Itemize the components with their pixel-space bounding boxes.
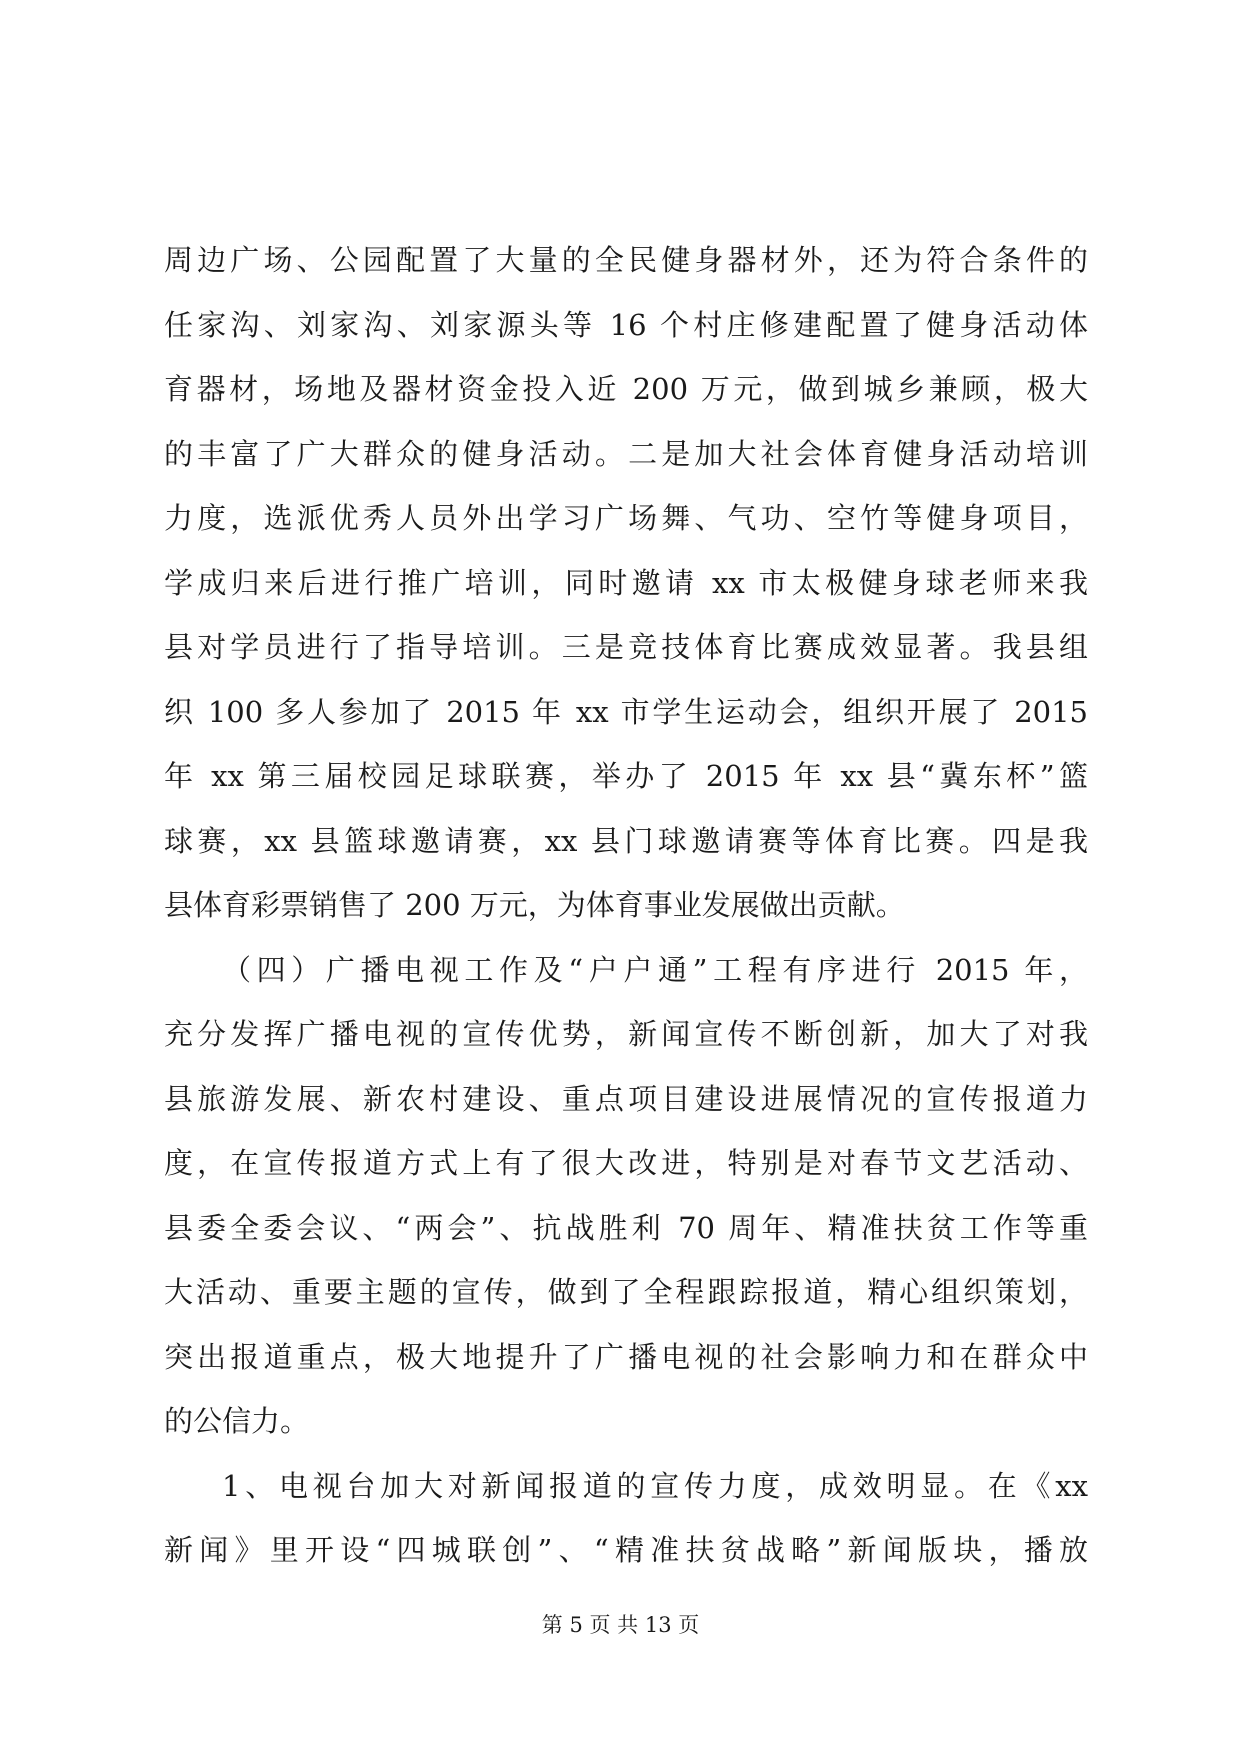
paragraph-line: 县对学员进行了指导培训。三是竞技体育比赛成效显著。我县组 bbox=[164, 630, 1088, 664]
paragraph-line: 度，在宣传报道方式上有了很大改进，特别是对春节文艺活动、 bbox=[164, 1146, 1088, 1180]
paragraph-line: 突出报道重点，极大地提升了广播电视的社会影响力和在群众中 bbox=[164, 1339, 1088, 1374]
body-text bbox=[164, 228, 1088, 1583]
paragraph-line: 新闻》里开设“四城联创”、“精准扶贫战略”新闻版块，播放 bbox=[164, 1533, 1088, 1567]
paragraph-line: 年 xx 第三届校园足球联赛，举办了 2015 年 xx 县“冀东杯”篮 bbox=[164, 759, 1088, 793]
paragraph-line: 育器材，场地及器材资金投入近 200 万元，做到城乡兼顾，极大 bbox=[164, 372, 1088, 406]
paragraph-line: 的公信力。 bbox=[164, 1404, 310, 1438]
paragraph-line: 的丰富了广大群众的健身活动。二是加大社会体育健身活动培训 bbox=[164, 436, 1088, 471]
paragraph-line: 县旅游发展、新农村建设、重点项目建设进展情况的宣传报道力 bbox=[164, 1081, 1088, 1116]
paragraph-line: 周边广场、公园配置了大量的全民健身器材外，还为符合条件的 bbox=[164, 243, 1088, 277]
paragraph-line: 力度，选派优秀人员外出学习广场舞、气功、空竹等健身项目， bbox=[164, 501, 1088, 535]
paragraph-line: 大活动、重要主题的宣传，做到了全程跟踪报道，精心组织策划， bbox=[164, 1275, 1088, 1309]
paragraph-line: 任家沟、刘家沟、刘家源头等 16 个村庄修建配置了健身活动体 bbox=[164, 307, 1088, 342]
paragraph-line: 县委全委会议、“两会”、抗战胜利 70 周年、精准扶贫工作等重 bbox=[164, 1210, 1088, 1245]
paragraph-line: （四）广播电视工作及“户户通”工程有序进行 2015 年， bbox=[222, 952, 1088, 987]
paragraph-line: 学成归来后进行推广培训，同时邀请 xx 市太极健身球老师来我 bbox=[164, 565, 1088, 600]
paragraph-line: 充分发挥广播电视的宣传优势，新闻宣传不断创新，加大了对我 bbox=[164, 1017, 1088, 1051]
paragraph-line: 球赛，xx 县篮球邀请赛，xx 县门球邀请赛等体育比赛。四是我 bbox=[164, 823, 1088, 858]
paragraph-line: 织 100 多人参加了 2015 年 xx 市学生运动会，组织开展了 2015 bbox=[164, 694, 1088, 729]
paragraph-line: 县体育彩票销售了 200 万元，为体育事业发展做出贡献。 bbox=[164, 888, 905, 922]
page-number-footer: 第 5 页 共 13 页 bbox=[541, 1613, 700, 1637]
paragraph-line: 1、电视台加大对新闻报道的宣传力度，成效明显。在《xx bbox=[222, 1468, 1088, 1503]
